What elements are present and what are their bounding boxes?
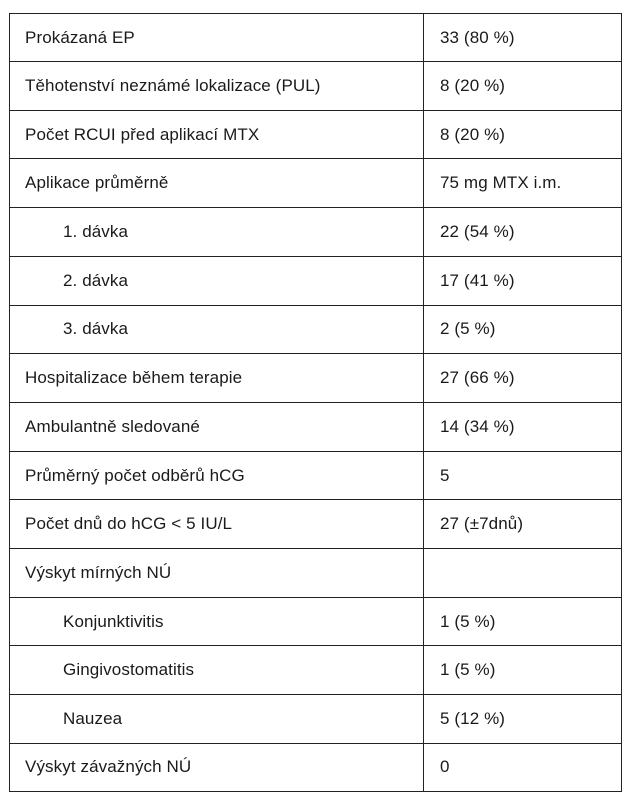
table-row xyxy=(10,402,621,451)
table-row xyxy=(10,354,621,403)
row-value: 5 (12 %) xyxy=(424,695,622,744)
table-row xyxy=(10,110,621,159)
row-label: 3. dávka xyxy=(10,305,424,354)
row-value xyxy=(424,549,622,598)
row-label: Aplikace průměrně xyxy=(10,159,424,208)
row-label: Konjunktivitis xyxy=(10,597,424,646)
row-value: 1 (5 %) xyxy=(424,646,622,695)
table-row xyxy=(10,208,621,257)
results-table-grid xyxy=(10,14,621,791)
table-row xyxy=(10,695,621,744)
table-row xyxy=(10,597,621,646)
row-label: Ambulantně sledované xyxy=(10,402,424,451)
row-label: Počet dnů do hCG < 5 IU/L xyxy=(10,500,424,549)
row-label: 2. dávka xyxy=(10,256,424,305)
table-row xyxy=(10,451,621,500)
row-value: 22 (54 %) xyxy=(424,208,622,257)
row-label: Počet RCUI před aplikací MTX xyxy=(10,110,424,159)
table-row xyxy=(10,646,621,695)
row-value: 2 (5 %) xyxy=(424,305,622,354)
table-row xyxy=(10,159,621,208)
table-row xyxy=(10,500,621,549)
table-row xyxy=(10,62,621,111)
row-value: 27 (66 %) xyxy=(424,354,622,403)
table-row xyxy=(10,549,621,598)
row-value: 8 (20 %) xyxy=(424,110,622,159)
row-label: Výskyt závažných NÚ xyxy=(10,743,424,791)
table-row xyxy=(10,743,621,791)
row-value: 0 xyxy=(440,757,450,777)
row-value: 33 (80 %) xyxy=(424,14,622,62)
row-label: Výskyt mírných NÚ xyxy=(10,549,424,598)
row-label: Nauzea xyxy=(10,695,424,744)
row-value: 5 xyxy=(424,451,622,500)
table-row xyxy=(10,256,621,305)
row-value: 8 (20 %) xyxy=(424,62,622,111)
row-label: 1. dávka xyxy=(10,208,424,257)
row-value: 14 (34 %) xyxy=(424,402,622,451)
table-row xyxy=(10,305,621,354)
row-label: Průměrný počet odběrů hCG xyxy=(10,451,424,500)
row-label: Gingivostomatitis xyxy=(10,646,424,695)
row-label: Těhotenství neznámé lokalizace (PUL) xyxy=(10,62,424,111)
table-row xyxy=(10,14,621,62)
results-table xyxy=(9,13,622,792)
row-value: 17 (41 %) xyxy=(424,256,622,305)
row-value: 27 (±7dnů) xyxy=(424,500,622,549)
row-label: Prokázaná EP xyxy=(10,14,424,62)
row-label: Hospitalizace během terapie xyxy=(10,354,424,403)
row-value: 1 (5 %) xyxy=(424,597,622,646)
row-value: 75 mg MTX i.m. xyxy=(424,159,622,208)
